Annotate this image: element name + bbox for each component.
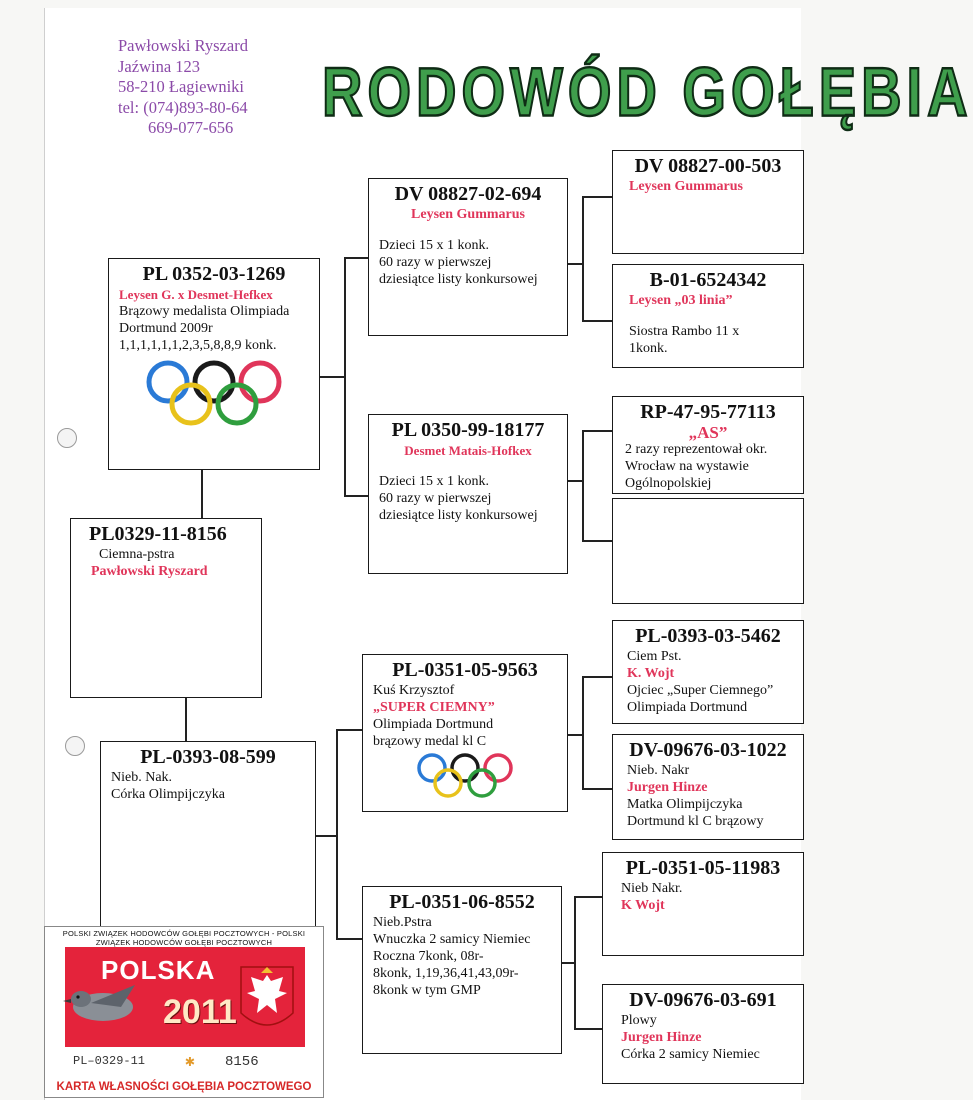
connector-line <box>562 962 574 964</box>
pigeon-card-mother <box>100 741 316 931</box>
color-text: Nieb Nakr. <box>621 881 683 896</box>
card-country: POLSKA <box>101 955 216 985</box>
connector-line <box>568 480 582 482</box>
owner-city: 58-210 Łagiewniki <box>118 77 245 96</box>
color-text: Ciemna-pstra <box>99 547 175 562</box>
notes-text: 2 razy reprezentował okr. Wrocław na wystawie Ogólnopolskiej <box>625 442 768 491</box>
owner-name: Pawłowski Ryszard <box>118 36 248 55</box>
connector-line <box>582 430 612 432</box>
polish-eagle-icon <box>237 963 297 1037</box>
ring-number: B-01-6524342 <box>649 269 767 291</box>
owner-address <box>118 36 248 139</box>
connector-line <box>574 896 576 1028</box>
color-text: Nieb. Nak. <box>111 770 173 785</box>
connector-line <box>344 257 368 259</box>
ring-number: PL-0393-03-5462 <box>635 625 781 647</box>
ring-number: PL-0351-05-11983 <box>625 857 781 879</box>
breeder-name: Kuś Krzysztof <box>373 683 455 698</box>
pigeon-card-father <box>108 258 320 470</box>
card-footer: KARTA WŁASNOŚCI GOŁĘBIA POCZTOWEGO <box>56 1081 312 1093</box>
ring-number: PL0329-11-8156 <box>89 523 227 545</box>
connector-line <box>316 835 336 837</box>
connector-line <box>582 196 584 320</box>
connector-line <box>582 430 584 540</box>
connector-line <box>201 470 203 518</box>
breeder-name: K Wojt <box>621 898 665 913</box>
pigeon-name: „AS” <box>688 423 728 442</box>
notes-text: Siostra Rambo 11 x 1konk. <box>629 324 740 356</box>
notes-text: Dzieci 15 x 1 konk. 60 razy w pierwszej dziesiątce listy konkursowej <box>379 474 538 523</box>
breeder-name: K. Wojt <box>627 666 675 681</box>
ring-number: DV-09676-03-691 <box>629 989 777 1011</box>
owner-mobile: 669-077-656 <box>148 118 234 137</box>
card-year: 2011 <box>163 993 237 1031</box>
color-text: Ciem Pst. <box>627 649 682 664</box>
connector-line <box>582 788 612 790</box>
card-arc-text: POLSKI ZWIĄZEK HODOWCÓW GOŁĘBI POCZTOWYCH - POLSKI ZWIĄZEK HODOWCÓW GOŁĘBI POCZTOWYCH <box>62 929 306 947</box>
pigeon-card-fff <box>612 150 804 254</box>
olympic-rings-icon <box>144 360 284 428</box>
connector-line <box>320 376 344 378</box>
breeder-name: Pawłowski Ryszard <box>91 564 208 579</box>
connector-line <box>568 734 582 736</box>
notes-text: Matka Olimpijczyka Dortmund kl C brązowy <box>627 797 764 829</box>
pigeon-card-ffm <box>612 264 804 368</box>
connector-line <box>582 196 612 198</box>
connector-line <box>336 729 362 731</box>
punch-hole-top <box>57 428 77 448</box>
connector-line <box>582 676 612 678</box>
ring-number: DV-09676-03-1022 <box>629 739 787 761</box>
connector-line <box>582 320 612 322</box>
owner-phone: tel: (074)893-80-64 <box>118 97 248 117</box>
connector-line <box>574 896 602 898</box>
ownership-card <box>44 926 324 1098</box>
color-text: Nieb. Nakr <box>627 763 690 778</box>
color-text: Nieb.Pstra <box>373 915 432 930</box>
card-ring-number: 8156 <box>225 1054 259 1070</box>
card-ring-field <box>73 1051 293 1071</box>
notes-text: Dzieci 15 x 1 konk. 60 razy w pierwszej dziesiątce listy konkursowej <box>379 238 538 287</box>
card-ring-prefix: PL–0329-11 <box>73 1054 146 1068</box>
breeder-name: Jurgen Hinze <box>621 1030 702 1045</box>
connector-line <box>336 729 338 938</box>
pigeon-name: „SUPER CIEMNY” <box>373 700 495 715</box>
ring-number: DV 08827-02-694 <box>394 183 542 205</box>
ring-number: DV 08827-00-503 <box>634 155 782 177</box>
notes-text: Córka 2 samicy Niemiec <box>621 1047 760 1062</box>
pigeon-card-fmm <box>612 498 804 604</box>
ring-number: PL-0393-08-599 <box>140 746 276 768</box>
olympic-rings-icon <box>415 752 515 800</box>
connector-line <box>344 257 346 495</box>
pigeon-card-fmf <box>612 396 804 494</box>
notes-text: Olimpiada Dortmund brązowy medal kl C <box>373 717 494 749</box>
notes-text: Brązowy medalista Olimpiada Dortmund 2009r 1,1,1,1,1,1,2,3,5,8,8,9 konk. <box>119 304 290 353</box>
connector-line <box>574 1028 602 1030</box>
connector-line <box>185 697 187 741</box>
breeder-name: Leysen Gummarus <box>629 179 743 194</box>
breeder-name: Leysen „03 linia” <box>629 293 733 308</box>
notes-text: Ojciec „Super Ciemnego” Olimpiada Dortmund <box>627 683 774 715</box>
notes-text: Wnuczka 2 samicy Niemiec Roczna 7konk, 08r- 8konk, 1,19,36,41,43,09r- 8konk w tym GMP <box>373 932 531 998</box>
pigeon-card-father-dam <box>368 414 568 574</box>
breeder-name: Jurgen Hinze <box>627 780 708 795</box>
punch-hole-bottom <box>65 736 85 756</box>
pigeon-card-mother-dam <box>362 886 562 1054</box>
connector-line <box>582 676 584 788</box>
pigeon-card-main <box>70 518 262 698</box>
ring-number: PL-0351-05-9563 <box>392 659 538 681</box>
connector-line <box>582 540 612 542</box>
pigeon-card-mff <box>612 620 804 724</box>
pigeon-card-mmm <box>602 984 804 1084</box>
breeder-name: Desmet Matais-Hofkex <box>404 443 532 458</box>
owner-street: Jaźwina 123 <box>118 56 201 76</box>
color-text: Plowy <box>621 1013 657 1028</box>
breeder-name: Leysen G. x Desmet-Hefkex <box>119 287 273 302</box>
ring-number: PL-0351-06-8552 <box>389 891 535 913</box>
asterisk-icon: ✱ <box>185 1053 195 1071</box>
ring-number: PL 0350-99-18177 <box>391 419 545 441</box>
pigeon-card-father-sire <box>368 178 568 336</box>
notes-text: Córka Olimpijczyka <box>111 787 225 802</box>
pigeon-card-mmf <box>602 852 804 956</box>
connector-line <box>336 938 362 940</box>
breeder-name: Leysen Gummarus <box>411 207 525 222</box>
connector-line <box>568 263 582 265</box>
ring-number: PL 0352-03-1269 <box>142 263 286 285</box>
pigeon-card-mother-sire <box>362 654 568 812</box>
pigeon-card-mfm <box>612 734 804 840</box>
ring-number: RP-47-95-77113 <box>640 401 776 423</box>
connector-line <box>344 495 368 497</box>
page-title: RODOWÓD GOŁĘBIA <box>322 53 973 131</box>
